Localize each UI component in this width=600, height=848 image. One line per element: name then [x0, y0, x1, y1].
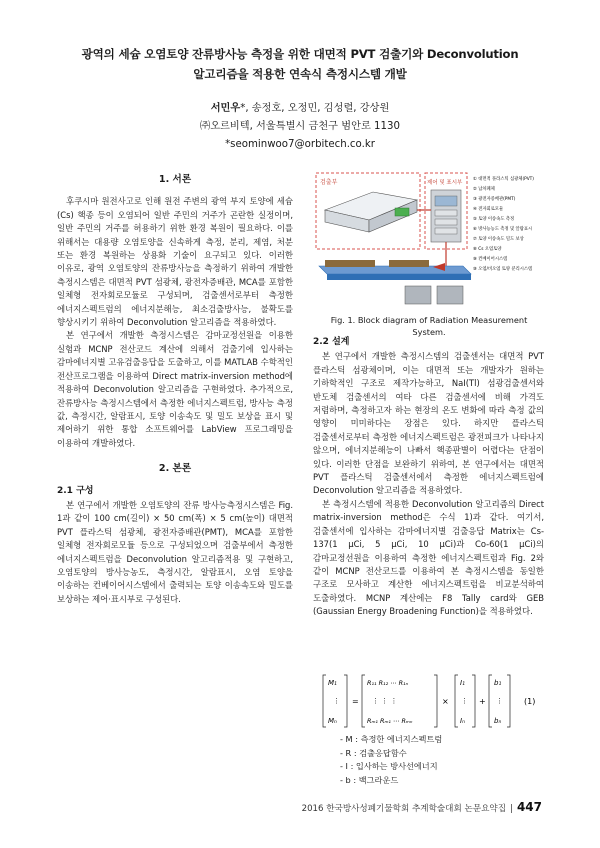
- definition-item: - b : 백그라운드: [340, 774, 399, 785]
- eq-matrix-bottom: Rₘ₁ Rₘ₁ ⋯ Rₘₙ: [367, 717, 413, 725]
- legend-item: ⑧ Cs 오염토양: [473, 247, 502, 252]
- legend-item: ④ 전자회로모듈: [473, 207, 504, 212]
- conveyor-belt: [319, 266, 471, 274]
- eq-lhs-bottom: Mₙ: [328, 717, 337, 725]
- author-list: [40, 100, 560, 118]
- intro-paragraph-2: 본 연구에서 개발한 측정시스템은 감마교정선원을 이용한 실험과 MCNP 전산코드 계산에 의해서 검출기에 입사하는 감마에너지별 고유검출응답을 도출하고, 이를 MATLAB 수학적인 전산프로그램을 이용하여 Direct matrix-inversion method에 적용하여 Deconvolution 알고리즘을 구현하였다. 추가적으로, 잔류방사능 측정시스템에서 측정한 에너지스펙트럼, 방사능 측정 값, 측정시간, 알람표시, 토양 이송속도 및 밀도 보상을 표시 및 제어하기 위한 통합 소프트웨어를 LabView 프로그래밍을 이용하여 개발하였다.: [57, 330, 293, 448]
- soil-on-belt-2: [389, 260, 429, 267]
- subsection-heading-design: 2.2 설계: [313, 337, 350, 347]
- legend-item: ⑦ 토양 이송속도 밀도 보상: [473, 237, 524, 242]
- eq-lhs-top: M₁: [328, 679, 337, 687]
- left-column: [57, 173, 293, 606]
- legend-item: ⑤ 토양 이송속도 측정: [473, 217, 515, 222]
- legend-item: ① 대면적 플라스틱 섬광체(PVT): [473, 177, 534, 182]
- detector-label: 검출부: [320, 179, 338, 186]
- equation-definitions: [340, 733, 442, 787]
- eq-vdots: ⋮: [333, 697, 340, 705]
- corresponding-mark: *: [240, 103, 246, 114]
- page-footer: [302, 800, 542, 814]
- structure-paragraph: 본 연구에서 개발한 오염토양의 잔류 방사능측정시스템은 Fig. 1과 같이 100 cm(길이) × 50 cm(폭) × 5 cm(높이) 대면적 PVT 플라스틱 섬광체, 광전자증배관(PMT), MCA를 포함한 일체형 전자회로모듈 등으로 구성되었으며 검출부에서 측정한 에너지스펙트럼을 Deconvolution 알고리즘적용 및 구현하고, 오염토양의 방사능농도, 측정시간, 알람표시, 오염 토양을 이송하는 컨베이어시스템에서 출력되는 토양 이송속도와 밀도를 보상하는 제어·표시부로 구성된다.: [57, 499, 293, 604]
- footer-separator: |: [510, 804, 513, 814]
- title-line-1: 광역의 세슘 오염토양 잔류방사능 측정을 위한 대면적 PVT 검출기와 Deconvolution: [81, 47, 519, 61]
- page-number: 447: [516, 800, 542, 814]
- eq-b-bottom: bₙ: [494, 717, 502, 725]
- legend-item: ② 납차폐체: [473, 187, 495, 192]
- block-diagram-svg: [313, 170, 545, 312]
- soil-on-belt-1: [325, 260, 375, 267]
- eq-vec-bottom: Iₙ: [460, 717, 465, 725]
- figure-legend: [473, 175, 534, 272]
- figure-1-caption: Fig. 1. Block diagram of Radiation Measurement System.: [330, 315, 528, 337]
- figure-1-block-diagram: [313, 170, 545, 312]
- co-authors: , 송정호, 오정민, 김성렬, 강상원: [245, 103, 390, 114]
- eq-matrix-top: R₁₁ R₁₂ ⋯ R₁ₙ: [367, 679, 409, 687]
- section-heading-body: 2. 본론: [158, 463, 192, 475]
- separator-bin-1: [405, 286, 431, 304]
- subsection-heading-structure: 2.1 구성: [57, 485, 94, 496]
- legend-item: ⑥ 방사능농도 측정 및 알람표시: [473, 227, 533, 232]
- eq-matrix-vdots: ⋮ ⋮ ⋮: [372, 697, 398, 705]
- conveyor-side: [327, 274, 471, 280]
- first-author: 서민우: [210, 103, 241, 114]
- panel-module-1: [435, 210, 457, 216]
- intro-paragraph-1: 후쿠시마 원전사고로 인해 원전 주변의 광역 부지 토양에 세슘(Cs) 핵종 등이 오염되어 일반 주민의 거주가 곤란한 실정이며, 일반 주민의 거주를 허용하기 위한 환경 복원이 필요하다. 이를 위해서는 대용량 오염토양을 신속하게 측정, 분리, 제염, 처분 또는 환경 복원하는 상용화 기술이 요구되고 있다. 이러한 이유로, 광역 오염토양의 잔류방사능을 측정하기 위하여 개발한 측정시스템은 대면적 PVT 섬광체, 광전자증배관, MCA를 포함한 일체형 전자회로모듈로 구성되며, 검출센서로부터 측정한 에너지스펙트럼의 에너지분해능, 최소검출방사능, 불확도를 향상시키기 위하여 Deconvolution 알고리즘을 적용하였다.: [57, 196, 293, 328]
- panel-module-2: [435, 219, 457, 225]
- definition-item: - R : 검출응답함수: [340, 747, 407, 758]
- title-line-2: 알고리즘을 적용한 연속식 측정시스템 개발: [193, 67, 407, 81]
- proceedings-title: 2016 한국방사성폐기물학회 추계학술대회 논문요약집: [301, 804, 507, 814]
- definition-item: - M : 측정한 에너지스펙트럼: [340, 734, 443, 744]
- eq-equals: =: [352, 697, 359, 706]
- separator-bin-2: [437, 286, 463, 304]
- eq-vec-top: I₁: [460, 679, 465, 687]
- eq-vec-vdots: ⋮: [461, 697, 468, 705]
- eq-b-top: b₁: [494, 679, 502, 687]
- display-panel: [435, 196, 457, 206]
- design-paragraph-2: 본 측정시스템에 적용한 Deconvolution 알고리즘의 Direct matrix-inversion method은 수식 1)과 같다. 여기서, 검출센서에 입사하는 감마에너지별 검출응답 Matrix는 Cs-137(1 μCi, 5 μCi, 10 μCi)과 Co-60(1 μCi)의 감마교정선원을 이용하여 측정한 에너지스펙트럼과 Fig. 2와 같이 MCNP 전산코드를 이용하여 본 측정시스템을 동일한 구조로 모사하고 계산한 에너지스펙트럼을 비교분석하여 도출하였다. MCNP 계산에는 F8 Tally card와 GEB (Gaussian Energy Broadening Function)을 적용하였다.: [313, 498, 544, 617]
- legend-item: ⑨ 컨베이어시스템: [473, 257, 508, 262]
- equation-number: (1): [524, 697, 536, 706]
- panel-module-3: [435, 228, 457, 234]
- legend-item: ⑩ 오염/비오염 토양 분리시스템: [473, 267, 533, 272]
- author-block: [40, 100, 560, 154]
- eq-plus: +: [479, 697, 486, 706]
- definition-item: - I : 입사하는 방사선에너지: [340, 761, 438, 772]
- right-column: [313, 336, 544, 619]
- paper-title: [40, 44, 560, 84]
- legend-item: ③ 광전자증배관(PMT): [473, 197, 516, 202]
- eq-times: ×: [442, 697, 449, 706]
- equation-svg: [322, 671, 544, 731]
- pmt-module: [395, 208, 409, 216]
- equation-1: [322, 671, 544, 731]
- eq-b-vdots: ⋮: [496, 697, 503, 705]
- control-label: 제어 및 표시부: [427, 180, 463, 186]
- affiliation: ㈜오르비텍, 서울특별시 금천구 범안로 1130: [200, 121, 400, 132]
- design-paragraph-1: 본 연구에서 개발한 측정시스템의 검출센서는 대면적 PVT 플라스틱 섬광체이며, 이는 대면적 또는 개발자가 원하는 기하학적인 구조로 제작가능하고, NaI(Tl) 섬광검출센서와 반도체 검출센서의 여타 다른 검출센서에 비해 가격도 저렴하며, 측정하고자 하는 현장의 온도 변화에 따라 측정 값의 영향이 미미하다는 장점은 있다. 하지만 플라스틱 검출센서로부터 측정한 에너지스펙트럼은 광전피크가 나타나지 않으며, 에너지분해능이 나빠서 핵종판별이 어렵다는 단점이 있다. 이러한 단점을 보완하기 위하여, 본 연구에서는 대면적 PVT 플라스틱 검출센서에서 측정한 에너지스펙트럼에 Deconvolution 알고리즘을 적용하였다.: [313, 351, 544, 496]
- section-heading-intro: 1. 서론: [158, 174, 192, 185]
- author-email: *seominwoo7@orbitech.co.kr: [225, 139, 375, 150]
